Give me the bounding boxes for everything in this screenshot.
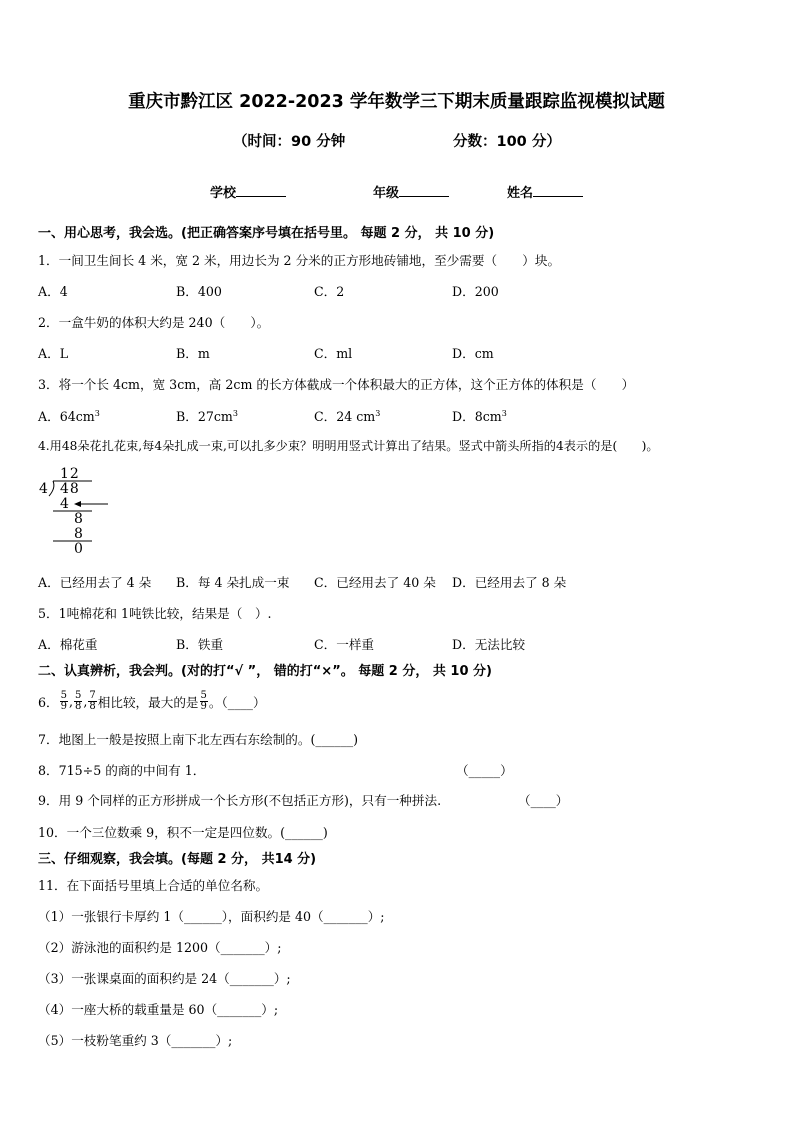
- section2-heading: 二、认真辨析，我会判。(对的打“√ ”， 错的打“×”。 每题 2 分， 共 10 分): [38, 664, 492, 679]
- q1-option-d: D．200: [452, 284, 499, 299]
- section3-heading: 三、仔细观察，我会填。(每题 2 分， 共14 分): [38, 852, 317, 867]
- division-step1: 4: [60, 496, 69, 512]
- division-dividend: 48: [60, 481, 80, 497]
- division-divisor: 4: [39, 481, 48, 497]
- q6-frac-3: $\frac{7}{8}$: [89, 689, 96, 712]
- q11-item-3: （3）一张课桌面的面积约是 24（_______）;: [38, 971, 291, 986]
- q5-stem: 5．1吨棉花和 1吨铁比较，结果是（ ）.: [38, 606, 272, 621]
- q2-stem: 2．一盒牛奶的体积大约是 240（ ）。: [38, 315, 270, 330]
- q4-option-c: C．已经用去了 40 朵: [314, 575, 436, 590]
- grade-blank: [399, 184, 449, 197]
- q11-item-4: （4）一座大桥的载重量是 60（_______）;: [38, 1002, 279, 1017]
- q5-option-a: A．棉花重: [38, 637, 98, 652]
- q3-option-d: D．$8cm^3$: [452, 408, 507, 424]
- q6: 6． $\frac{5}{9}$ , $\frac{5}{8}$ , $\frac{7}{8}$ 相比较，最大的是 $\frac{5}{9}$ 。（____）: [38, 689, 266, 712]
- q2-option-d: D．cm: [452, 346, 494, 361]
- q9: 9．用 9 个同样的正方形拼成一个长方形(不包括正方形)，只有一种拼法.: [38, 793, 442, 808]
- q10: 10．一个三位数乘 9，积不一定是四位数。(______): [38, 825, 328, 840]
- grade-label: 年级: [373, 186, 400, 201]
- q7: 7．地图上一般是按照上南下北左西右东绘制的。(______): [38, 732, 359, 747]
- q4-stem: 4.用48朵花扎花束,每4朵扎成一束,可以扎多少束？明明用竖式计算出了结果。竖式中箭头所指的4表示的是( )。: [38, 439, 659, 453]
- q2-option-b: B．m: [176, 346, 210, 361]
- q5-option-c: C．一样重: [314, 637, 375, 652]
- division-lines: [36, 464, 116, 560]
- school-blank: [236, 184, 286, 197]
- page-title: 重庆市黔江区 2022-2023 学年数学三下期末质量跟踪监视模拟试题: [128, 92, 665, 112]
- q2-option-a: A．L: [38, 346, 69, 361]
- division-step3: 8: [74, 526, 83, 542]
- score-label: 分数：100 分）: [453, 134, 561, 150]
- name-label: 姓名: [507, 186, 534, 201]
- q4-option-d: D．已经用去了 8 朵: [452, 575, 567, 590]
- q11-item-5: （5）一枝粉笔重约 3（_______）;: [38, 1033, 233, 1048]
- q9-blank[interactable]: （____）: [518, 793, 569, 808]
- q3-stem: 3．将一个长 4cm，宽 3cm，高 2cm 的长方体截成一个体积最大的正方体，这个正方体的体积是（ ）: [38, 377, 635, 392]
- q6-mid: 相比较，最大的是: [97, 694, 199, 710]
- q2-option-c: C．ml: [314, 346, 353, 361]
- division-remainder: 0: [74, 541, 83, 557]
- division-step2: 8: [74, 511, 83, 527]
- q6-answer-frac: $\frac{5}{9}$: [200, 689, 207, 712]
- division-quotient: 12: [60, 466, 80, 482]
- q8: 8．715÷5 的商的中间有 1．: [38, 763, 206, 778]
- q3-option-a: A．$64cm^3$: [38, 408, 100, 424]
- q4-option-b: B．每 4 朵扎成一束: [176, 575, 290, 590]
- q1-option-a: A．4: [38, 284, 68, 299]
- q3-option-b: B．$27cm^3$: [176, 408, 238, 424]
- q5-option-d: D．无法比较: [452, 637, 526, 652]
- name-blank: [533, 184, 583, 197]
- q1-option-b: B．400: [176, 284, 222, 299]
- time-label: （时间：90 分钟: [233, 134, 346, 150]
- q6-prefix: 6．: [38, 694, 59, 710]
- grade-field: [373, 182, 449, 201]
- q3-option-c: C．24 $cm^3$: [314, 408, 381, 424]
- q6-frac-1: $\frac{5}{9}$: [60, 689, 67, 712]
- q8-blank[interactable]: （_____）: [456, 763, 513, 778]
- q4-option-a: A．已经用去了 4 朵: [38, 575, 152, 590]
- q5-option-b: B．铁重: [176, 637, 224, 652]
- q6-suffix: 。（____）: [208, 694, 266, 710]
- q11-item-2: （2）游泳池的面积约是 1200（_______）;: [38, 940, 282, 955]
- long-division-figure: [36, 464, 116, 560]
- q6-frac-2: $\frac{5}{8}$: [75, 689, 82, 712]
- school-label: 学校: [210, 186, 237, 201]
- section1-heading: 一、用心思考，我会选。(把正确答案序号填在括号里。 每题 2 分， 共 10 分): [38, 226, 495, 241]
- q1-option-c: C．2: [314, 284, 345, 299]
- school-field: [210, 182, 286, 201]
- q1-stem: 1．一间卫生间长 4 米，宽 2 米，用边长为 2 分米的正方形地砖铺地，至少需要（ ）块。: [38, 253, 561, 268]
- q11-item-1: （1）一张银行卡厚约 1（______），面积约是 40（_______）;: [38, 909, 385, 924]
- q11: 11．在下面括号里填上合适的单位名称。: [38, 878, 269, 893]
- name-field: [507, 182, 583, 201]
